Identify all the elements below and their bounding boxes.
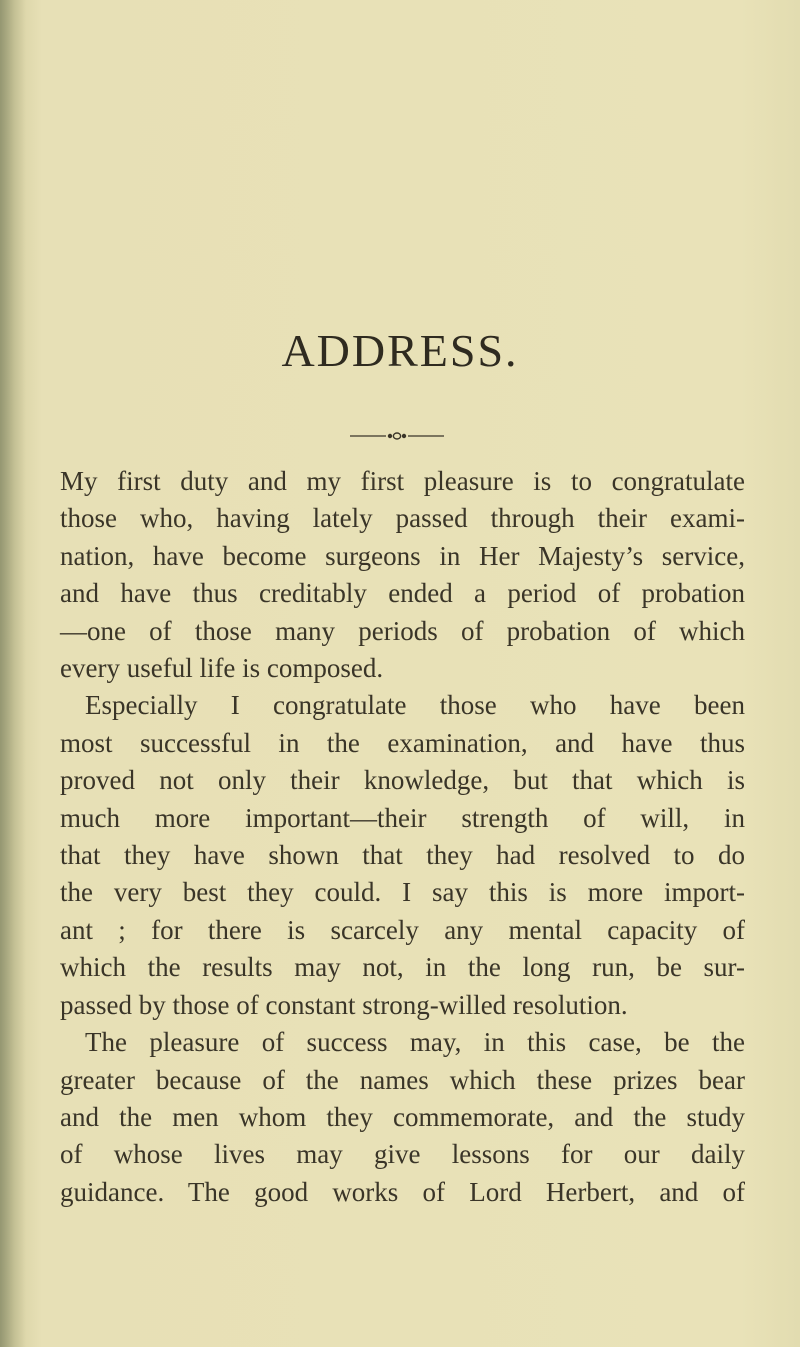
page-title: ADDRESS. <box>281 325 519 376</box>
text-line: those who, having lately passed through their exami- <box>60 503 745 534</box>
text-line: and have thus creditably ended a period of probation <box>60 578 745 609</box>
text-line: greater because of the names which these prizes bear <box>60 1064 745 1095</box>
text-line: most successful in the examination, and have thus <box>60 727 745 758</box>
text-line: guidance. The good works of Lord Herbert, and of <box>60 1176 745 1207</box>
text-line: My first duty and my first pleasure is to congratulate <box>60 466 745 496</box>
text-line: every useful life is composed. <box>60 653 384 684</box>
body-text <box>60 463 745 1211</box>
paragraph-2 <box>60 687 745 1024</box>
text-line: proved not only their knowledge, but that which is <box>60 765 745 796</box>
text-line: of whose lives may give lessons for our daily <box>60 1139 745 1170</box>
text-line: nation, have become surgeons in Her Majesty’s service, <box>60 540 745 571</box>
page-edge-shadow <box>0 0 26 1347</box>
text-line: —one of those many periods of probation of which <box>60 615 745 646</box>
text-line: passed by those of constant strong-willed resolution. <box>60 989 628 1020</box>
text-line: Especially I congratulate those who have been <box>85 690 745 721</box>
paragraph-3 <box>60 1024 745 1211</box>
text-line: ant ; for there is scarcely any mental capacity of <box>60 914 745 945</box>
text-line: that they have shown that they had resolved to do <box>60 840 745 871</box>
text-line: which the results may not, in the long run, be sur- <box>60 952 745 983</box>
text-line: the very best they could. I say this is more import- <box>60 877 745 908</box>
text-line: and the men whom they commemorate, and the study <box>60 1101 745 1132</box>
text-line: The pleasure of success may, in this case, be the <box>85 1027 745 1058</box>
text-line: much more important—their strength of will, in <box>60 802 745 833</box>
paragraph-1 <box>60 463 745 687</box>
ornament-rule <box>350 431 444 441</box>
